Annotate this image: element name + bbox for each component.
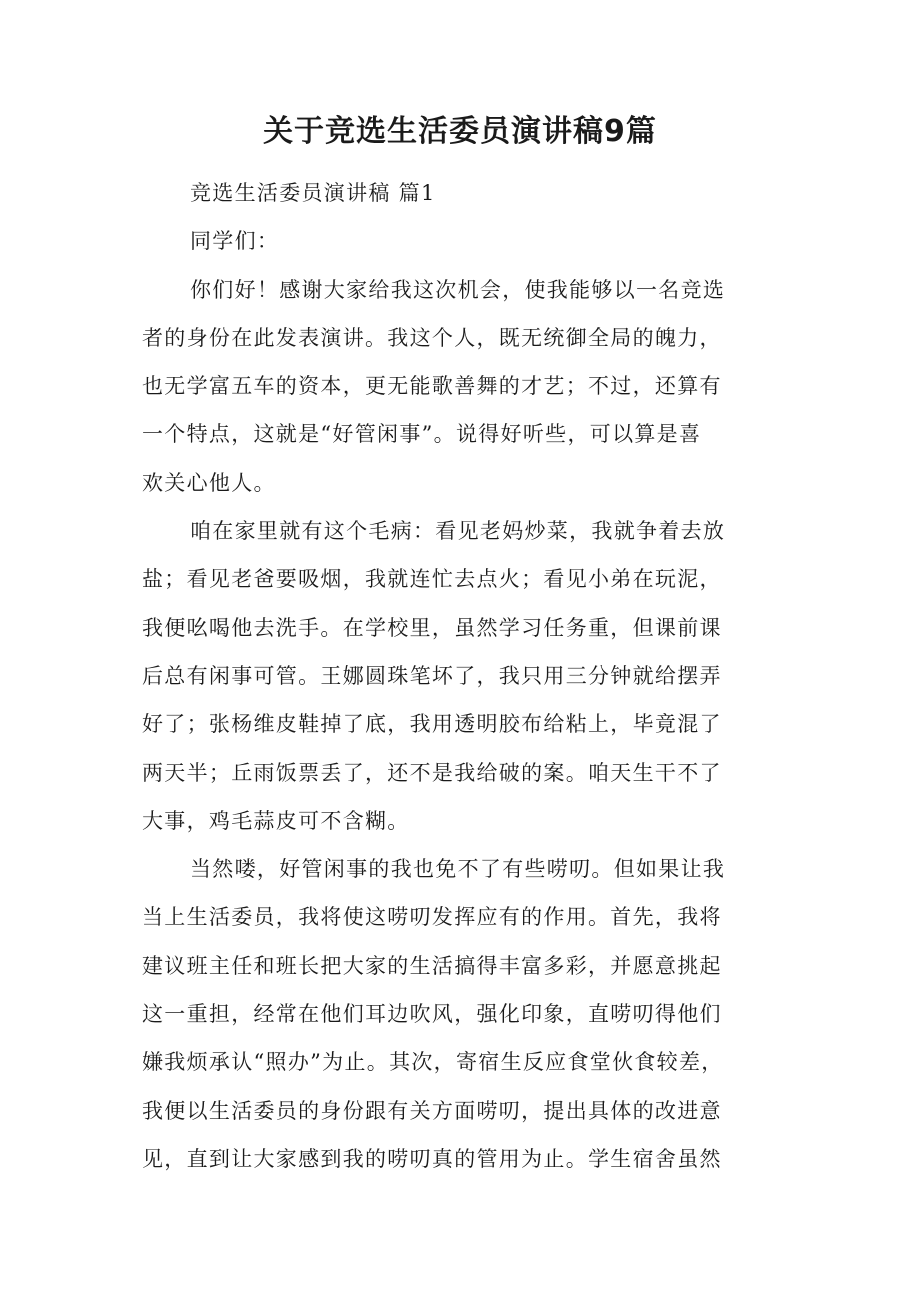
text-line: 嫌我烦承认“照办”为止。其次，寄宿生反应食堂伙食较差，: [142, 1050, 724, 1075]
text-line: 两天半；丘雨饭票丢了，还不是我给破的案。咱天生干不了: [142, 760, 722, 785]
text-line: 好了；张杨维皮鞋掉了底，我用透明胶布给粘上，毕竟混了: [142, 712, 722, 737]
text-line: 我便吆喝他去洗手。在学校里，虽然学习任务重，但课前课: [142, 615, 722, 640]
text-line: 我便以生活委员的身份跟有关方面唠叨，提出具体的改进意: [142, 1098, 722, 1123]
text-line: 一个特点，这就是“好管闲事”。说得好听些，可以算是喜: [142, 422, 702, 447]
section-heading: 竞选生活委员演讲稿 篇1: [190, 181, 436, 205]
text-line: 大事，鸡毛蒜皮可不含糊。: [142, 808, 410, 833]
text-line: 欢关心他人。: [142, 470, 276, 495]
salutation: 同学们：: [190, 229, 280, 254]
text-line: 后总有闲事可管。王娜圆珠笔坏了，我只用三分钟就给摆弄: [142, 663, 722, 688]
text-line: 咱在家里就有这个毛病：看见老妈炒菜，我就争着去放: [190, 519, 726, 544]
text-line: 者的身份在此发表演讲。我这个人，既无统御全局的魄力，: [142, 325, 722, 350]
text-line: 建议班主任和班长把大家的生活搞得丰富多彩，并愿意挑起: [142, 953, 722, 978]
document-body: [142, 169, 782, 1183]
document-title: 关于竞选生活委员演讲稿9篇: [263, 114, 657, 149]
text-line: 当然喽，好管闲事的我也免不了有些唠叨。但如果让我: [190, 857, 726, 882]
text-line: 这一重担，经常在他们耳边吹风，强化印象，直唠叨得他们: [142, 1002, 722, 1027]
text-line: 见，直到让大家感到我的唠叨真的管用为止。学生宿舍虽然: [142, 1146, 722, 1171]
text-line: 当上生活委员，我将使这唠叨发挥应有的作用。首先，我将: [142, 905, 722, 930]
text-line: 也无学富五车的资本，更无能歌善舞的才艺；不过，还算有: [142, 374, 722, 399]
text-line: 你们好！感谢大家给我这次机会，使我能够以一名竞选: [190, 277, 726, 302]
text-line: 盐；看见老爸要吸烟，我就连忙去点火；看见小弟在玩泥，: [142, 567, 722, 592]
